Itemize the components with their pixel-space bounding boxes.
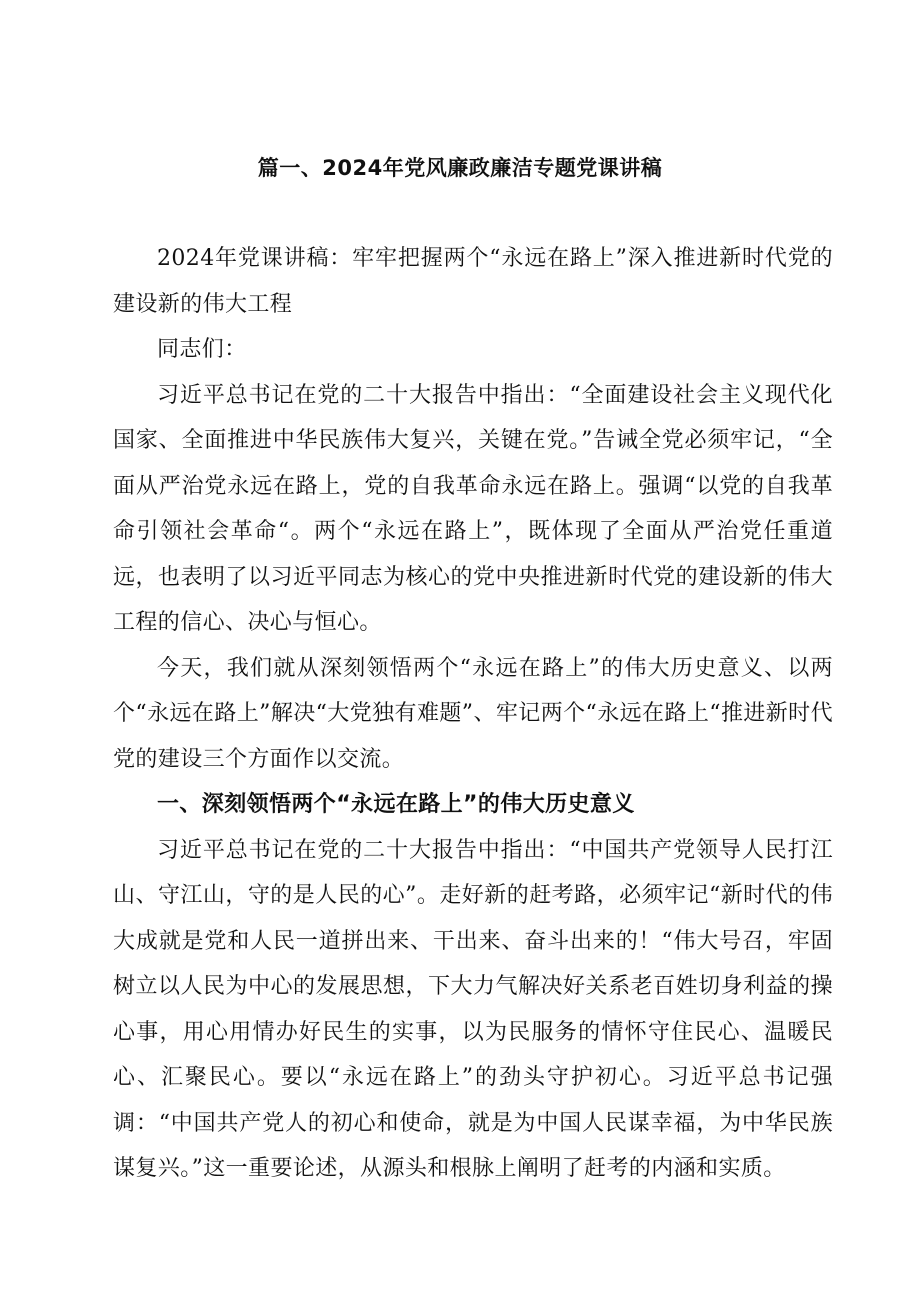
section-1-paragraph: 习近平总书记在党的二十大报告中指出：“中国共产党领导人民打江山、守江山，守的是人民的心”。走好新的赶考路，必须牢记“新时代的伟大成就是党和人民一道拼出来、干出来、奋斗出来的！“伟大号召，牢固树立以人民为中心的发展思想，下大力气解决好关系老百姓切身利益的操心事，用心用情办好民生的实事，以为民服务的情怀守住民心、温暖民心、汇聚民心。要以“永远在路上”的劲头守护初心。习近平总书记强调：“中国共产党人的初心和使命，就是为中国人民谋幸福，为中华民族谋复兴。”这一重要论述，从源头和根脉上阐明了赶考的内涵和实质。 [113, 837, 833, 1181]
greeting: 同志们： [157, 337, 247, 362]
paragraph-intro: 习近平总书记在党的二十大报告中指出：“全面建设社会主义现代化国家、全面推进中华民族伟大复兴，关键在党。”告诫全党必须牢记，“全面从严治党永远在路上，党的自我革命永远在路上。强调“以党的自我革命引领社会革命“。两个“永远在路上”，既体现了全面从严治党任重道远，也表明了以习近平同志为核心的党中央推进新时代党的建设新的伟大工程的信心、决心与恒心。 [113, 382, 833, 635]
section-heading-1: 一、深刻领悟两个“永远在路上”的伟大历史意义 [157, 792, 635, 817]
paragraph-outline: 今天，我们就从深刻领悟两个“永远在路上”的伟大历史意义、以两个“永远在路上”解决“大党独有难题”、牢记两个“永远在路上“推进新时代党的建设三个方面作以交流。 [113, 655, 833, 772]
lecture-subtitle: 2024年党课讲稿：牢牢把握两个“永远在路上”深入推进新时代党的建设新的伟大工程 [113, 246, 833, 317]
document-body [113, 236, 833, 1192]
document-title: 篇一、2024年党风廉政廉洁专题党课讲稿 [257, 156, 663, 180]
